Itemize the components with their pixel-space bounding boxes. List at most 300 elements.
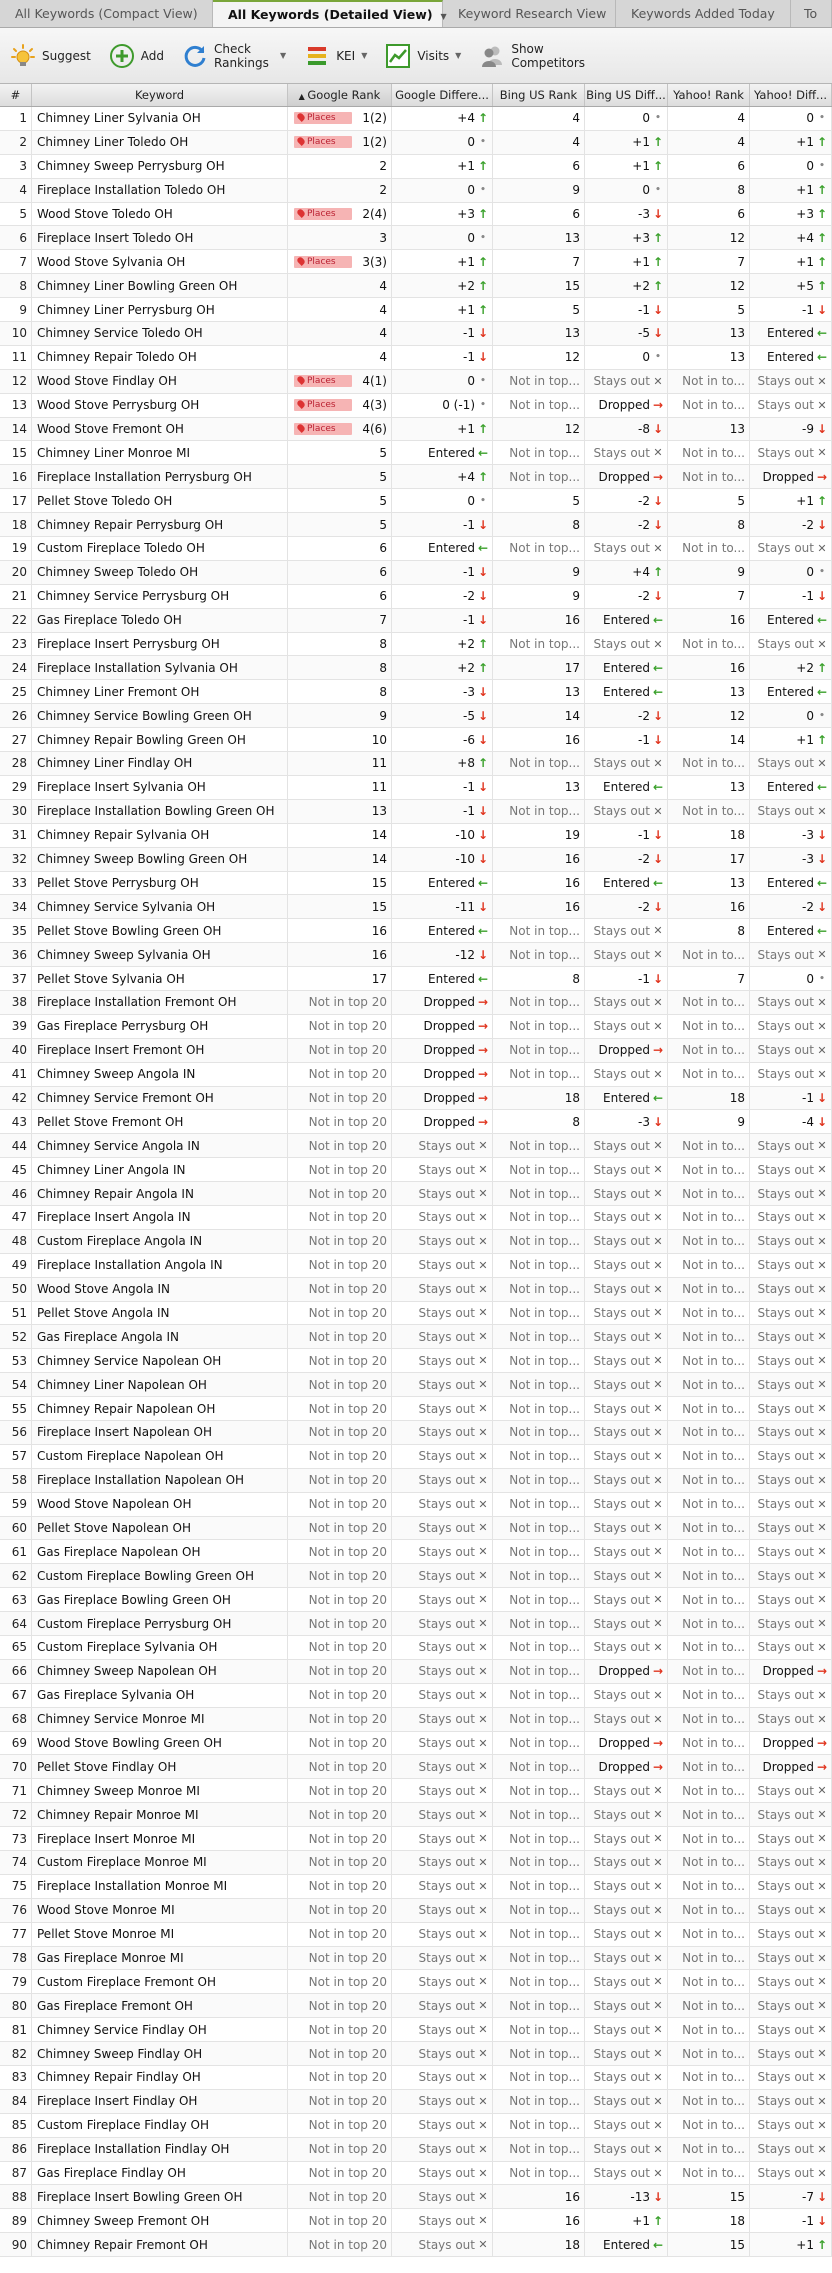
yahoo-diff-cell <box>750 179 832 202</box>
table-row[interactable] <box>0 441 832 465</box>
diff-value: Stays out <box>757 756 814 771</box>
table-row[interactable] <box>0 1612 832 1636</box>
table-row[interactable] <box>0 1349 832 1373</box>
bing-rank-value: Not in top... <box>509 1664 580 1679</box>
row-index <box>0 561 32 584</box>
keyword-cell <box>32 1206 288 1229</box>
diff-value: Stays out <box>418 1664 475 1679</box>
table-row[interactable] <box>0 1134 832 1158</box>
diff-value: Stays out <box>757 1927 814 1942</box>
bing-rank-value: Not in top... <box>509 1998 580 2013</box>
row-number: 18 <box>11 517 27 532</box>
tab-compact-view[interactable] <box>0 0 213 27</box>
table-row[interactable] <box>0 991 832 1015</box>
yahoo-diff-cell <box>750 1278 832 1301</box>
table-row[interactable] <box>0 1493 832 1517</box>
yahoo-rank-cell <box>668 155 750 178</box>
table-row[interactable] <box>0 1564 832 1588</box>
yahoo-rank-cell <box>668 1923 750 1946</box>
table-row[interactable] <box>0 2233 832 2257</box>
table-row[interactable] <box>0 2114 832 2138</box>
table-row[interactable] <box>0 2162 832 2186</box>
keyword-cell <box>32 226 288 249</box>
bing-rank-cell <box>493 250 585 273</box>
suggest-button[interactable] <box>10 43 91 69</box>
google-rank-cell <box>288 2162 392 2185</box>
diff-value: Stays out <box>593 1592 650 1607</box>
diff-value: -8 <box>638 422 650 437</box>
col-header-google-diff[interactable]: Google Differe... <box>392 84 493 106</box>
diff-value: Stays out <box>757 1712 814 1727</box>
arrow-x-icon: ✕ <box>817 637 827 651</box>
row-number: 10 <box>11 326 27 341</box>
yahoo-diff-cell <box>750 1947 832 1970</box>
bing-diff-cell <box>585 131 668 154</box>
arrow-x-icon: ✕ <box>653 1378 663 1392</box>
google-diff-cell <box>392 656 493 679</box>
google-rank-cell <box>288 1755 392 1778</box>
table-row[interactable] <box>0 155 832 179</box>
table-row[interactable] <box>0 656 832 680</box>
table-row[interactable] <box>0 752 832 776</box>
keyword-text: Chimney Sweep Toledo OH <box>37 565 199 580</box>
table-row[interactable] <box>0 800 832 824</box>
bing-rank-value: Not in top... <box>509 1067 580 1082</box>
diff-value: Stays out <box>757 1401 814 1416</box>
table-row[interactable] <box>0 1517 832 1541</box>
arrow-right-icon: → <box>816 1664 828 1679</box>
table-row[interactable] <box>0 1182 832 1206</box>
bing-rank-value: Not in top... <box>509 1258 580 1273</box>
table-row[interactable] <box>0 298 832 322</box>
yahoo-diff-cell <box>750 1803 832 1826</box>
google-rank-value: 4 <box>379 278 387 293</box>
diff-value: Entered <box>767 780 814 795</box>
table-row[interactable] <box>0 848 832 872</box>
table-row[interactable] <box>0 1469 832 1493</box>
bing-rank-cell <box>493 609 585 632</box>
yahoo-rank-value: 5 <box>737 493 745 508</box>
bing-rank-cell <box>493 1110 585 1133</box>
table-row[interactable] <box>0 2209 832 2233</box>
google-rank-value: Not in top 20 <box>308 1688 387 1703</box>
table-row[interactable] <box>0 1803 832 1827</box>
diff-value: +1 <box>796 2237 814 2252</box>
keyword-text: Custom Fireplace Toledo OH <box>37 541 205 556</box>
table-row[interactable] <box>0 1970 832 1994</box>
row-number: 61 <box>11 1544 27 1559</box>
table-row[interactable] <box>0 226 832 250</box>
diff-value: Stays out <box>757 1329 814 1344</box>
places-badge <box>294 208 352 220</box>
table-row[interactable] <box>0 585 832 609</box>
places-label: Places <box>307 137 336 148</box>
table-row[interactable] <box>0 513 832 537</box>
google-rank-cell <box>288 1349 392 1372</box>
table-row[interactable] <box>0 394 832 418</box>
table-row[interactable] <box>0 1684 832 1708</box>
keyword-cell <box>32 2018 288 2041</box>
yahoo-rank-cell <box>668 1445 750 1468</box>
table-row[interactable] <box>0 2018 832 2042</box>
bing-rank-value: 16 <box>564 2213 580 2228</box>
yahoo-rank-cell <box>668 800 750 823</box>
diff-value: +1 <box>796 254 814 269</box>
col-header-bing-diff[interactable]: Bing US Diff... <box>585 84 668 106</box>
bing-diff-cell <box>585 1540 668 1563</box>
add-button[interactable] <box>109 43 164 69</box>
google-rank-cell <box>288 1970 392 1993</box>
yahoo-diff-cell <box>750 322 832 345</box>
yahoo-rank-cell <box>668 346 750 369</box>
view-tabs <box>0 0 832 28</box>
keyword-text: Gas Fireplace Fremont OH <box>37 1998 193 2013</box>
arrow-down-icon: ↓ <box>652 732 664 747</box>
table-row[interactable] <box>0 680 832 704</box>
table-row[interactable] <box>0 776 832 800</box>
bing-diff-cell <box>585 1899 668 1922</box>
table-row[interactable] <box>0 1899 832 1923</box>
table-row[interactable] <box>0 609 832 633</box>
table-row[interactable] <box>0 1206 832 1230</box>
diff-value: Stays out <box>757 1377 814 1392</box>
chevron-down-icon[interactable]: ▼ <box>280 51 287 60</box>
row-number: 66 <box>11 1664 27 1679</box>
kei-button[interactable] <box>304 43 367 69</box>
diff-value: Stays out <box>757 1903 814 1918</box>
google-rank-cell <box>288 2090 392 2113</box>
arrow-x-icon: ✕ <box>817 1903 827 1917</box>
keyword-text: Fireplace Insert Monroe MI <box>37 1831 196 1846</box>
arrow-right-icon: → <box>816 1759 828 1774</box>
arrow-x-icon: ✕ <box>478 1855 488 1869</box>
diff-value: +2 <box>457 278 475 293</box>
col-header-bing-rank[interactable]: Bing US Rank <box>493 84 585 106</box>
diff-value: Stays out <box>757 1951 814 1966</box>
bing-diff-cell <box>585 1708 668 1731</box>
diff-value: +2 <box>457 660 475 675</box>
yahoo-diff-cell <box>750 991 832 1014</box>
arrow-same-icon: • <box>480 400 486 411</box>
row-index <box>0 2162 32 2185</box>
table-row[interactable] <box>0 1302 832 1326</box>
keyword-text: Chimney Liner Toledo OH <box>37 135 189 150</box>
diff-value: -2 <box>638 517 650 532</box>
bing-rank-cell <box>493 1564 585 1587</box>
diff-value: +2 <box>632 278 650 293</box>
google-rank-cell <box>288 824 392 847</box>
yahoo-diff-cell <box>750 1134 832 1157</box>
arrow-left-icon: ← <box>652 780 664 795</box>
keyword-text: Pellet Stove Monroe MI <box>37 1927 175 1942</box>
keyword-text: Chimney Repair Fremont OH <box>37 2237 208 2252</box>
col-header-yahoo-diff[interactable]: Yahoo! Diff... <box>750 84 832 106</box>
keyword-cell <box>32 704 288 727</box>
table-row[interactable] <box>0 633 832 657</box>
arrow-x-icon: ✕ <box>478 1187 488 1201</box>
table-row[interactable] <box>0 370 832 394</box>
table-row[interactable] <box>0 418 832 442</box>
arrow-x-icon: ✕ <box>478 2094 488 2108</box>
table-row[interactable] <box>0 1732 832 1756</box>
yahoo-rank-cell <box>668 1493 750 1516</box>
table-row[interactable] <box>0 1325 832 1349</box>
bing-diff-cell <box>585 1373 668 1396</box>
yahoo-rank-cell <box>668 418 750 441</box>
table-row[interactable] <box>0 1660 832 1684</box>
google-diff-cell <box>392 609 493 632</box>
bing-rank-value: Not in top... <box>509 1974 580 1989</box>
table-row[interactable] <box>0 1779 832 1803</box>
table-row[interactable] <box>0 1827 832 1851</box>
yahoo-rank-value: Not in to... <box>682 1807 745 1822</box>
google-rank-value: Not in top 20 <box>308 1520 387 1535</box>
bing-rank-cell <box>493 824 585 847</box>
google-rank-value: 2 <box>379 183 387 198</box>
google-diff-cell <box>392 131 493 154</box>
table-row[interactable] <box>0 274 832 298</box>
diff-value: Entered <box>603 660 650 675</box>
yahoo-rank-value: Not in to... <box>682 1329 745 1344</box>
bing-diff-cell <box>585 1421 668 1444</box>
google-rank-cell <box>288 848 392 871</box>
google-rank-value: Not in top 20 <box>308 1138 387 1153</box>
table-row[interactable] <box>0 919 832 943</box>
bing-rank-cell <box>493 1803 585 1826</box>
table-row[interactable] <box>0 489 832 513</box>
diff-value: +1 <box>796 493 814 508</box>
keyword-cell <box>32 1540 288 1563</box>
yahoo-diff-cell <box>750 1325 832 1348</box>
table-row[interactable] <box>0 1947 832 1971</box>
col-header-google-rank[interactable] <box>288 84 392 106</box>
table-row[interactable] <box>0 1087 832 1111</box>
table-row[interactable] <box>0 465 832 489</box>
tab-label: All Keywords (Detailed View) <box>228 7 433 22</box>
arrow-x-icon: ✕ <box>817 374 827 388</box>
table-row[interactable] <box>0 537 832 561</box>
arrow-x-icon: ✕ <box>817 1640 827 1654</box>
table-row[interactable] <box>0 1636 832 1660</box>
arrow-x-icon: ✕ <box>478 1784 488 1798</box>
google-diff-cell <box>392 824 493 847</box>
table-row[interactable] <box>0 1875 832 1899</box>
check-rankings-button[interactable] <box>182 42 286 70</box>
row-number: 80 <box>11 1998 27 2013</box>
bing-rank-value: 5 <box>572 302 580 317</box>
arrow-down-icon: ↓ <box>652 971 664 986</box>
tab-detailed-view[interactable] <box>213 0 447 27</box>
table-row[interactable] <box>0 728 832 752</box>
row-index <box>0 1230 32 1253</box>
keyword-text: Wood Stove Perrysburg OH <box>37 398 200 413</box>
table-row[interactable] <box>0 1708 832 1732</box>
diff-value: Stays out <box>757 1568 814 1583</box>
tab-keyword-research-view[interactable] <box>440 0 616 27</box>
yahoo-diff-cell <box>750 537 832 560</box>
bing-diff-cell <box>585 1517 668 1540</box>
diff-value: Stays out <box>757 1807 814 1822</box>
tab-keywords-added-today[interactable] <box>616 0 791 27</box>
table-row[interactable] <box>0 250 832 274</box>
arrow-x-icon: ✕ <box>817 1521 827 1535</box>
table-row[interactable] <box>0 561 832 585</box>
table-row[interactable] <box>0 943 832 967</box>
table-row[interactable] <box>0 1851 832 1875</box>
table-row[interactable] <box>0 1923 832 1947</box>
diff-value: +3 <box>796 207 814 221</box>
visits-button[interactable] <box>385 43 461 69</box>
yahoo-rank-cell <box>668 824 750 847</box>
diff-value: +2 <box>457 637 475 652</box>
yahoo-diff-cell <box>750 728 832 751</box>
keyword-cell <box>32 2209 288 2232</box>
col-header-yahoo-rank[interactable]: Yahoo! Rank <box>668 84 750 106</box>
arrow-left-icon: ← <box>816 684 828 699</box>
show-competitors-button[interactable] <box>479 41 586 70</box>
row-number: 72 <box>11 1807 27 1822</box>
table-row[interactable] <box>0 967 832 991</box>
bing-diff-cell <box>585 1564 668 1587</box>
table-row[interactable] <box>0 1540 832 1564</box>
yahoo-rank-value: 17 <box>729 852 745 867</box>
map-pin-icon <box>296 399 306 409</box>
table-row[interactable] <box>0 895 832 919</box>
arrow-up-icon: ↑ <box>816 2237 828 2252</box>
table-row[interactable] <box>0 2090 832 2114</box>
table-row[interactable] <box>0 1230 832 1254</box>
yahoo-rank-value: Not in to... <box>682 1305 745 1320</box>
diff-value: Stays out <box>418 2237 475 2252</box>
tab-label: To <box>804 6 818 21</box>
table-row[interactable] <box>0 1158 832 1182</box>
table-row[interactable] <box>0 2138 832 2162</box>
row-index <box>0 441 32 464</box>
bing-rank-value: 16 <box>564 899 580 914</box>
table-row[interactable] <box>0 1063 832 1087</box>
table-row[interactable] <box>0 1445 832 1469</box>
arrow-x-icon: ✕ <box>653 1832 663 1846</box>
arrow-x-icon: ✕ <box>817 2023 827 2037</box>
yahoo-rank-cell <box>668 919 750 942</box>
yahoo-rank-cell <box>668 2162 750 2185</box>
bing-rank-value: Not in top... <box>509 398 580 413</box>
google-rank-cell <box>288 776 392 799</box>
diff-value: Stays out <box>593 1258 650 1273</box>
chevron-down-icon[interactable]: ▼ <box>361 51 368 60</box>
table-row[interactable] <box>0 346 832 370</box>
table-row[interactable] <box>0 1755 832 1779</box>
diff-value: Stays out <box>418 1425 475 1440</box>
yahoo-rank-value: Not in to... <box>682 1282 745 1297</box>
chevron-down-icon[interactable]: ▼ <box>455 51 462 60</box>
keyword-text: Chimney Sweep Perrysburg OH <box>37 159 225 174</box>
col-header-index[interactable]: # <box>0 84 32 106</box>
row-index <box>0 1254 32 1277</box>
bing-rank-cell <box>493 1875 585 1898</box>
table-row[interactable] <box>0 1588 832 1612</box>
bing-rank-cell <box>493 1039 585 1062</box>
diff-value: Stays out <box>757 995 814 1010</box>
row-number: 81 <box>11 2022 27 2037</box>
col-header-keyword[interactable]: Keyword <box>32 84 288 106</box>
diff-value: Stays out <box>757 541 814 556</box>
diff-value: -2 <box>638 589 650 604</box>
table-row[interactable] <box>0 1110 832 1134</box>
google-diff-cell <box>392 1063 493 1086</box>
row-number: 48 <box>11 1234 27 1249</box>
yahoo-rank-value: Not in to... <box>682 1425 745 1440</box>
table-row[interactable] <box>0 107 832 131</box>
bing-rank-value: Not in top... <box>509 1520 580 1535</box>
table-row[interactable] <box>0 1994 832 2018</box>
table-row[interactable] <box>0 131 832 155</box>
table-row[interactable] <box>0 1278 832 1302</box>
arrow-x-icon: ✕ <box>478 2070 488 2084</box>
row-number: 58 <box>11 1473 27 1488</box>
diff-value: Stays out <box>593 2142 650 2157</box>
row-index <box>0 1469 32 1492</box>
table-row[interactable] <box>0 2042 832 2066</box>
yahoo-diff-cell <box>750 943 832 966</box>
yahoo-diff-cell <box>750 2233 832 2256</box>
google-rank-value: 8 <box>379 660 387 675</box>
table-row[interactable] <box>0 2185 832 2209</box>
keyword-cell <box>32 967 288 990</box>
row-number: 28 <box>11 756 27 771</box>
google-diff-cell <box>392 1588 493 1611</box>
table-row[interactable] <box>0 179 832 203</box>
arrow-x-icon: ✕ <box>478 1999 488 2013</box>
bing-diff-cell <box>585 441 668 464</box>
yahoo-rank-cell <box>668 1110 750 1133</box>
table-row[interactable] <box>0 1015 832 1039</box>
google-rank-value: 16 <box>371 923 387 938</box>
table-row[interactable] <box>0 872 832 896</box>
row-index <box>0 1851 32 1874</box>
arrow-x-icon: ✕ <box>817 1808 827 1822</box>
yahoo-rank-cell <box>668 1899 750 1922</box>
arrow-same-icon: • <box>480 137 486 148</box>
table-row[interactable] <box>0 1397 832 1421</box>
table-row[interactable] <box>0 1373 832 1397</box>
keyword-cell <box>32 919 288 942</box>
chevron-down-icon[interactable]: ▼ <box>440 12 447 21</box>
arrow-left-icon: ← <box>477 541 489 556</box>
bing-rank-cell <box>493 561 585 584</box>
row-number: 9 <box>19 302 27 317</box>
table-row[interactable] <box>0 824 832 848</box>
table-row[interactable] <box>0 322 832 346</box>
tab-overflow[interactable] <box>791 0 832 27</box>
bing-diff-cell <box>585 1970 668 1993</box>
table-row[interactable] <box>0 2066 832 2090</box>
arrow-x-icon: ✕ <box>653 924 663 938</box>
row-index <box>0 1493 32 1516</box>
table-row[interactable] <box>0 1421 832 1445</box>
table-row[interactable] <box>0 1039 832 1063</box>
row-number: 78 <box>11 1951 27 1966</box>
arrow-x-icon: ✕ <box>653 1855 663 1869</box>
diff-value: Stays out <box>593 1449 650 1464</box>
table-row[interactable] <box>0 704 832 728</box>
table-row[interactable] <box>0 1254 832 1278</box>
row-index <box>0 537 32 560</box>
row-number: 4 <box>19 183 27 198</box>
row-index <box>0 1636 32 1659</box>
arrow-x-icon: ✕ <box>653 1163 663 1177</box>
table-row[interactable] <box>0 203 832 227</box>
